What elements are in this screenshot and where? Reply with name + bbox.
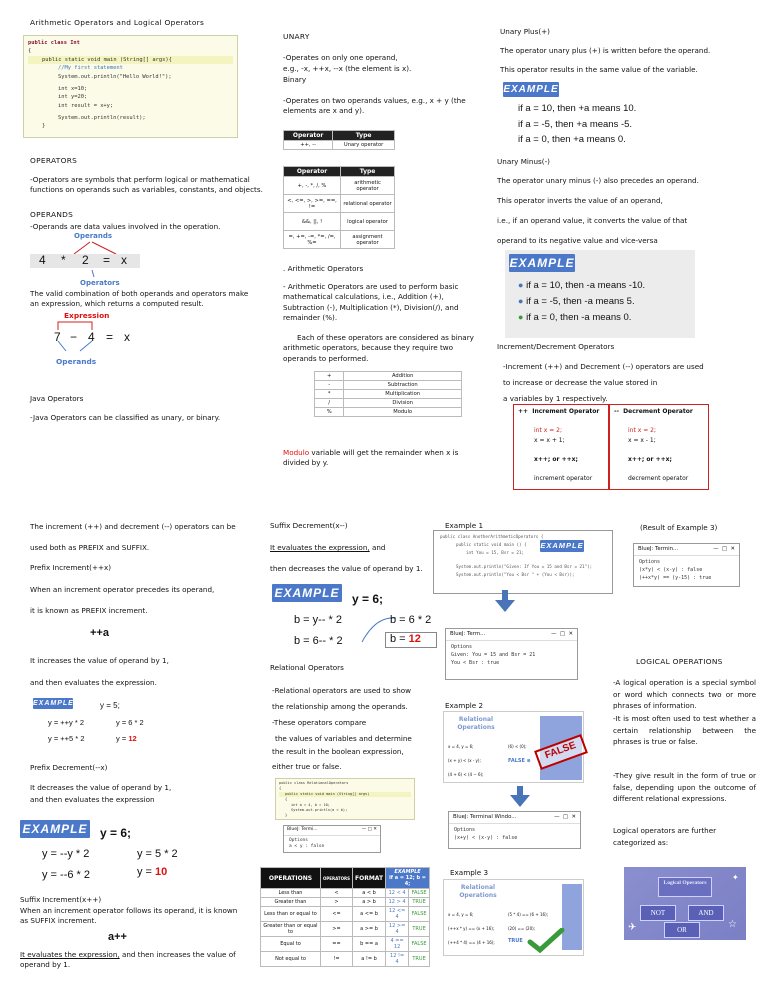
ex2-right-2: y = 10: [137, 866, 168, 878]
code-line-9: int result = x+y;: [58, 102, 114, 109]
relational-terminal-window: [283, 825, 381, 853]
prefix-increment-text-3: It increases the value of operand by 1,: [30, 656, 169, 665]
prefix-increment-text-2: it is known as PREFIX increment.: [30, 606, 148, 615]
unary-operator-table: [283, 130, 395, 150]
relational-text-3: -These operators compare: [272, 718, 367, 727]
window-output: (x*y) < (x-y) : false: [639, 567, 703, 573]
panel-text: (++x * y) == (x + 16);: [448, 926, 495, 931]
ex2-right-1: y = 5 * 2: [137, 848, 178, 860]
prefix-decrement-text-2: and then evaluates the expression: [30, 795, 155, 804]
incdec-text-2: to increase or decrease the value stored in: [503, 378, 658, 387]
relational-text-6: either true or false.: [272, 762, 342, 771]
ex2-left-2: y = --6 * 2: [42, 869, 90, 881]
unary-heading: UNARY: [283, 32, 310, 41]
table-cell: Greater than or equal to: [261, 922, 321, 937]
table-cell: =, +=, -=, *=, /=, %=: [284, 231, 341, 249]
suffix-decrement-heading: Suffix Decrement(x--): [270, 521, 348, 530]
window-output: (x+y) < (x-y) : false: [454, 835, 518, 841]
logical-operators-title: Logical Operators: [658, 877, 712, 897]
unary-minus-example-3: [518, 312, 631, 323]
code-line: {: [279, 786, 282, 791]
unary-minus-example-2: [518, 296, 635, 307]
diagram-expression-label: Expression: [64, 311, 110, 320]
code-line-1: public class Int: [28, 40, 80, 46]
table-cell: 12 < 4: [386, 889, 409, 898]
table-header: Type: [333, 131, 395, 141]
logical-text-3: -They give result in the form of true or false, depending upon the outcome of different relational expressions.: [613, 771, 756, 804]
table-cell: 12 <= 4: [386, 907, 409, 922]
star-icon: ☆: [728, 919, 737, 930]
check-icon: [526, 928, 566, 954]
plusplus-a: ++a: [90, 627, 109, 639]
window-titlebar: BlueJ: Term... — □ ✕: [446, 629, 577, 641]
window-menu: Options: [454, 827, 476, 833]
modulo-word: Modulo: [283, 448, 310, 457]
operands-text: -Operands are data values involved in the operation.: [30, 222, 221, 231]
unary-minus-example-1: [518, 280, 645, 291]
unary-minus-heading: Unary Minus(-): [497, 157, 550, 166]
window-titlebar: BlueJ: Termi... — □ ✕: [284, 826, 380, 836]
increment-box-line-1: int x = 2;: [534, 427, 562, 434]
code-line-12: }: [42, 123, 46, 130]
bullet-icon: ●: [518, 312, 524, 322]
ex1-right-2: y = 12: [116, 734, 137, 743]
prefix-suffix-intro-1: The increment (++) and decrement (--) operators can be: [30, 522, 236, 531]
table-cell: &&, ||, !: [284, 213, 341, 231]
suffix-decrement-text-2: then decreases the value of operand by 1.: [270, 564, 423, 573]
table-cell: ++, --: [284, 141, 333, 150]
suffix-increment-eval: It evaluates the expression, and then increases the value of operand by 1.: [20, 950, 236, 969]
table-cell: Multiplication: [344, 390, 462, 399]
table-cell: *: [315, 390, 344, 399]
increment-box-foot: increment operator: [534, 475, 593, 482]
example-1-terminal-window: [445, 628, 578, 680]
unary-plus-text-1: The operator unary plus (+) is written before the operand.: [500, 46, 711, 55]
example-badge: EXAMPLE: [540, 541, 584, 550]
table-cell: a != b: [353, 952, 386, 967]
code-line: System.out.println("You < Bsr " + (You < Bsr));: [456, 572, 575, 577]
prefix-increment-text-1: When an increment operator precedes its operand,: [30, 585, 215, 594]
window-controls-icon: — □ ✕: [554, 814, 576, 820]
example-3-heading: Example 3: [450, 868, 489, 877]
ex1-left-1: y = ++y * 2: [48, 718, 85, 727]
code-line: System.out.println(a < b);: [291, 807, 348, 812]
window-output: Given: You = 15 and Bsr = 21: [451, 652, 536, 658]
unary-plus-example-1: if a = 10, then +a means 10.: [518, 103, 637, 114]
table-cell: >=: [320, 922, 352, 937]
diagram1-token-3: 2: [82, 253, 89, 267]
diagram2-operands-label: Operands: [56, 357, 97, 366]
decrement-box-line-2: x = x - 1;: [628, 437, 656, 444]
diagram2-token-4: =: [106, 330, 114, 344]
code-line: int You = 15, Bsr = 21;: [466, 550, 524, 555]
table-cell: Greater than: [261, 898, 321, 907]
arithmetic-heading: . Arithmetic Operators: [283, 264, 364, 273]
unary-plus-example-3: if a = 0, then +a means 0.: [518, 134, 626, 145]
increment-operator-box: [513, 404, 609, 490]
result-terminal-window: [633, 543, 740, 587]
page-title: Arithmetic Operators and Logical Operators: [30, 18, 205, 27]
logical-text-4: Logical operators are further categorized as:: [613, 826, 717, 847]
relational-text-5: the result in the boolean expression,: [272, 747, 404, 756]
logical-text-1: -A logical operation is a special symbol or word which connects two or more phrases of information.: [613, 678, 756, 711]
panel-text: x = 4, y = 6;: [448, 744, 474, 749]
table-cell: +: [315, 372, 344, 381]
unary-minus-example-1-text: if a = 10, then -a means -10.: [526, 280, 646, 291]
unary-minus-text-2: This operator inverts the value of an operand,: [497, 196, 663, 205]
table-cell: relational operator: [341, 195, 395, 213]
code-line: System.out.println("Given: If You = 15 and Bsr = 21");: [456, 564, 593, 569]
table-cell: a >= b: [353, 922, 386, 937]
diagram1-token-4: =: [103, 253, 111, 267]
table-cell: <=: [320, 907, 352, 922]
table-cell: Modulo: [344, 408, 462, 417]
example-1-heading: Example 1: [445, 521, 484, 530]
window-controls-icon: — □ ✕: [551, 631, 573, 637]
decrement-operator-box: [609, 404, 709, 490]
table-cell: %: [315, 408, 344, 417]
diagram-operands-label: Operands: [74, 232, 113, 240]
table-header: Type: [341, 167, 395, 177]
not-box: NOT: [640, 905, 676, 921]
table-cell: !=: [320, 952, 352, 967]
table-cell: FALSE: [409, 907, 430, 922]
increment-box-line-3: x++; or ++x;: [534, 456, 578, 463]
window-output: (++x*y) == (y-15) : true: [639, 575, 712, 581]
table-cell: 4 == 12: [386, 937, 409, 952]
java-operators-heading: Java Operators: [30, 394, 84, 403]
panel-text: (++4 * 4) == (4 + 16);: [448, 940, 495, 945]
table-cell: ==: [320, 937, 352, 952]
table-cell: Addition: [344, 372, 462, 381]
suffix-increment-text: When an increment operator follows its operand, it is known as SUFFIX increment.: [20, 906, 238, 925]
suffix-decrement-eval: It evaluates the expression, and: [270, 543, 386, 552]
table-cell: Less than or equal to: [261, 907, 321, 922]
diagram-operators-label: Operators: [80, 279, 120, 287]
incdec-text-3: a variables by 1 respectively.: [503, 394, 608, 403]
example-2-terminal-window: [448, 811, 581, 849]
code-line-7: int x=10;: [58, 85, 88, 92]
unary-minus-text-3: i.e., if an operand value, it converts the value of that: [497, 216, 688, 225]
diagram1-token-2: *: [61, 253, 66, 267]
diagram1-token-1: 4: [39, 253, 46, 267]
panel-text: (20) == (20);: [508, 926, 536, 931]
ex3-right-2: b = 12: [390, 633, 421, 645]
code-line: public class AnotherArithmeticOperators {: [440, 534, 544, 539]
diagram2-token-3: 4: [88, 330, 95, 344]
code-line: {: [285, 797, 288, 802]
relational-ops-table: [260, 867, 430, 967]
table-header: OPERATORS: [320, 868, 352, 889]
binary-heading: Binary: [283, 75, 307, 84]
table-cell: logical operator: [341, 213, 395, 231]
table-cell: /: [315, 399, 344, 408]
arithmetic-table: [314, 371, 462, 417]
panel-text: (4 + 6) < (4 − 6);: [448, 772, 484, 777]
unary-minus-example-3-text: if a = 0, then -a means 0.: [526, 312, 632, 323]
table-cell: a < b: [353, 889, 386, 898]
table-cell: TRUE: [409, 922, 430, 937]
table-header: Operator: [284, 131, 333, 141]
code-snippet-int: [23, 35, 238, 138]
incdec-text-1: -Increment (++) and Decrement (--) operators are used: [503, 362, 704, 371]
rocket-icon: ✈: [628, 922, 637, 933]
false-stamp: FALSE: [534, 734, 588, 770]
bullet-icon: ●: [518, 296, 524, 306]
table-cell: a <= b: [353, 907, 386, 922]
decrement-box-line-3: x++; or ++x;: [628, 456, 672, 463]
result-of-example-3-heading: (Result of Example 3): [640, 523, 718, 532]
unary-minus-text-1: The operator unary minus (-) also precedes an operand.: [497, 176, 699, 185]
unary-minus-text-4: operand to its negative value and vice-versa: [497, 236, 658, 245]
table-cell: -: [315, 381, 344, 390]
unary-minus-example-2-text: if a = -5, then -a means 5.: [526, 296, 635, 307]
table-cell: TRUE: [409, 898, 430, 907]
code-line: public class RelationalOperators: [279, 781, 349, 785]
logical-text-2: -It is most often used to test whether a certain relationship between the phrases is true or false.: [613, 714, 756, 747]
table-cell: Equal to: [261, 937, 321, 952]
window-titlebar: BlueJ: Termin... — □ ✕: [634, 544, 739, 556]
table-cell: FALSE: [409, 889, 430, 898]
modulo-rest: variable will get the remainder when x is divided by y.: [283, 448, 459, 468]
diagram2-token-2: −: [70, 330, 78, 344]
table-cell: +, -, *, /, %: [284, 177, 341, 195]
bullet-icon: ●: [518, 280, 524, 290]
modulo-text: [283, 448, 483, 469]
panel-result: FALSE ⊗: [508, 758, 531, 764]
relational-heading: Relational Operators: [270, 663, 344, 672]
star-icon: ✦: [732, 873, 739, 882]
code-line-2: {: [28, 48, 32, 55]
ex2-y: y = 6;: [100, 826, 132, 840]
prefix-decrement-heading: Prefix Decrement(--x): [30, 763, 108, 772]
window-controls-icon: — □ ✕: [713, 546, 735, 552]
table-cell: 12 > 4: [386, 898, 409, 907]
prefix-increment-text-4: and then evaluates the expression.: [30, 678, 157, 687]
unary-plus-heading: Unary Plus(+): [500, 27, 550, 36]
table-header: OPERATIONS: [261, 868, 321, 889]
increment-box-line-2: x = x + 1;: [534, 437, 565, 444]
code-line-11: System.out.println(result);: [58, 115, 146, 121]
arrow-stem: [502, 590, 508, 602]
decrement-box-title: -- Decrement Operator: [614, 408, 693, 415]
table-cell: TRUE: [409, 952, 430, 967]
incdec-heading: Increment/Decrement Operators: [497, 342, 615, 351]
table-cell: 12 >= 4: [386, 922, 409, 937]
unary-plus-text-2: This operator results in the same value of the variable.: [500, 65, 698, 74]
suffix-increment-heading: Suffix Increment(x++): [20, 895, 102, 904]
operators-heading: OPERATORS: [30, 156, 78, 165]
arrow-stem: [517, 786, 523, 796]
panel-result: TRUE: [508, 938, 523, 944]
arithmetic-text-2: Each of these operators are considered as binary arithmetic operators, because they require two operands to performed.: [283, 333, 474, 363]
code-line: int a = 4, b = 10;: [291, 802, 330, 807]
window-titlebar: BlueJ: Terminal Windo... — □ ✕: [449, 812, 580, 824]
arithmetic-text: - Arithmetic Operators are used to perform basic mathematical calculations, i.e., Addition (+), Subtraction (-), Multiplication (*), Division(/), and remainder (%).: [283, 282, 459, 323]
relational-text-4: the values of variables and determine: [275, 734, 412, 743]
code-line: public static void main () {: [456, 542, 527, 547]
example-3-panel: [443, 879, 584, 956]
code-line-5: System.out.println("Hello World!");: [58, 73, 172, 80]
window-menu: Options: [289, 838, 308, 843]
window-output: a < y : false: [289, 844, 325, 850]
ex3-y: y = 6;: [352, 592, 384, 606]
table-cell: Division: [344, 399, 462, 408]
unary-plus-example-2: if a = -5, then +a means -5.: [518, 119, 633, 130]
and-box: AND: [688, 905, 724, 921]
increment-box-title: ++ Increment Operator: [518, 408, 600, 415]
a-plusplus: a++: [108, 931, 127, 943]
table-cell: Not equal to: [261, 952, 321, 967]
diagram2-token-5: x: [124, 330, 130, 344]
panel-text: (x + y) < (x - y);: [448, 758, 481, 763]
operands-heading: OPERANDS: [30, 210, 74, 219]
example-badge: EXAMPLE: [20, 820, 90, 838]
prefix-decrement-text-1: It decreases the value of operand by 1,: [30, 783, 172, 792]
ex3-left-1: b = y-- * 2: [294, 614, 342, 626]
unary-text-2: e.g., -x, ++x, --x (the element is x).: [283, 64, 412, 73]
ex2-left-1: y = --y * 2: [42, 848, 90, 860]
table-cell: <: [320, 889, 352, 898]
example-badge: EXAMPLE: [503, 84, 559, 95]
panel-title: Relational Operations: [459, 884, 497, 900]
table-cell: Subtraction: [344, 381, 462, 390]
operators-text: -Operators are symbols that perform logical or mathematical functions on operands such as variables, constants, and objects.: [30, 175, 263, 195]
ex1-right-1: y = 6 * 2: [116, 718, 144, 727]
window-menu: Options: [451, 644, 473, 650]
window-output: You < Bsr : true: [451, 660, 500, 666]
example-2-heading: Example 2: [445, 701, 484, 710]
table-cell: >: [320, 898, 352, 907]
diagram2-token-1: 7: [54, 330, 61, 344]
example-badge: EXAMPLE: [509, 256, 575, 270]
panel-text: (6) < (0);: [508, 744, 527, 749]
table-header: FORMAT: [353, 868, 386, 889]
ex3-left-2: b = 6-- * 2: [294, 635, 343, 647]
logical-operators-image: [624, 867, 746, 940]
table-cell: a > b: [353, 898, 386, 907]
ex3-right-1: b = 6 * 2: [390, 614, 432, 626]
ex1-y: y = 5;: [100, 701, 120, 710]
example-badge: EXAMPLE: [33, 700, 74, 707]
table-header: Operator: [284, 167, 341, 177]
decrement-box-foot: decrement operator: [628, 475, 689, 482]
panel-text: (5 * 4) == (6 + 16);: [508, 912, 548, 917]
panel-text: x = 4, y = 6;: [448, 912, 474, 917]
ex1-left-2: y = ++5 * 2: [48, 734, 85, 743]
binary-text: -Operates on two operands values, e.g., x + y (the elements are x and y).: [283, 96, 466, 116]
relational-text-2: the relationship among the operands.: [272, 702, 408, 711]
or-box: OR: [664, 922, 700, 938]
combo-text: The valid combination of both operands and operators make an expression, which returns a computed result.: [30, 289, 249, 309]
code-line-8: int y=20;: [58, 94, 88, 101]
table-cell: <, <=, >, >=, ==, !=: [284, 195, 341, 213]
example-2-panel: [443, 711, 584, 783]
example-badge: EXAMPLE: [272, 584, 342, 602]
diagram1-token-5: x: [121, 253, 127, 267]
logical-operations-heading: LOGICAL OPERATIONS: [636, 657, 723, 666]
arrow-down-icon: [510, 795, 530, 807]
prefix-increment-heading: Prefix Increment(++x): [30, 563, 112, 572]
table-cell: b == a: [353, 937, 386, 952]
table-cell: Unary operator: [333, 141, 395, 150]
table-cell: Less than: [261, 889, 321, 898]
table-cell: 12 != 4: [386, 952, 409, 967]
operator-type-table: [283, 166, 395, 249]
code-line-3: public static void main (String[] args){: [28, 56, 233, 64]
example-1-panel: [433, 530, 613, 594]
table-cell: FALSE: [409, 937, 430, 952]
java-operators-text: -Java Operators can be classified as unary, or binary.: [30, 413, 221, 422]
unary-text-1: -Operates on only one operand,: [283, 53, 398, 62]
code-line: public static void main (String[] args): [279, 792, 411, 797]
code-line-4: //My first statement: [58, 65, 123, 72]
code-line: }: [285, 813, 288, 818]
window-menu: Options: [639, 559, 661, 565]
prefix-suffix-intro-2: used both as PREFIX and SUFFIX.: [30, 543, 150, 552]
panel-title: Relational Operations: [457, 716, 495, 732]
decrement-box-line-1: int x = 2;: [628, 427, 656, 434]
table-header: EXAMPLE if a = 12; b = 4;: [386, 868, 430, 889]
relational-text-1: -Relational operators are used to show: [272, 686, 412, 695]
relational-code: [275, 778, 415, 820]
table-cell: arithmetic operator: [341, 177, 395, 195]
table-cell: assignment operator: [341, 231, 395, 249]
example-badge: EXAMPLE: [394, 869, 421, 875]
